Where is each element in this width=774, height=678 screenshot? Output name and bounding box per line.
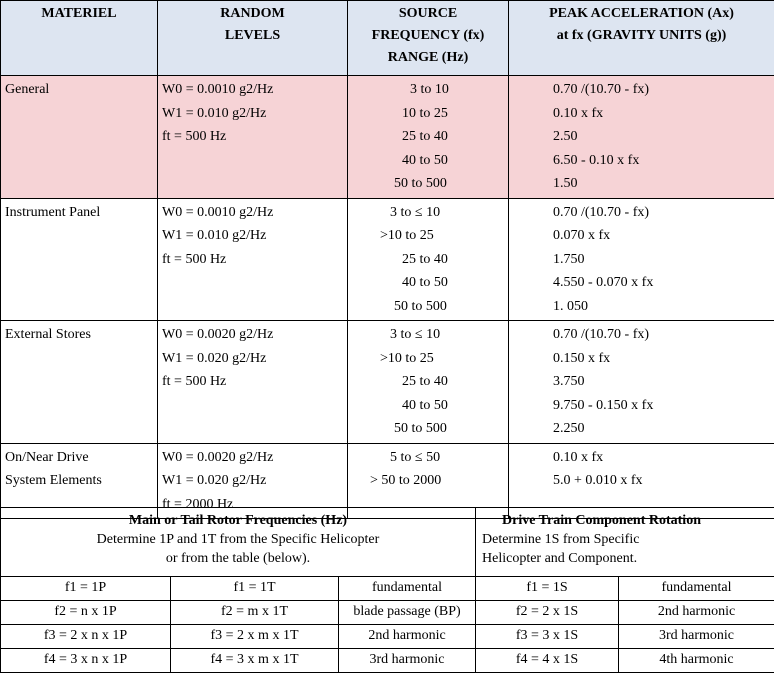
table-cell: f1 = 1P	[1, 577, 171, 601]
table-cell: f1 = 1S	[476, 577, 619, 601]
table-cell: f4 = 3 x n x 1P	[1, 649, 171, 673]
acceleration-cell: 0.70 /(10.70 - fx) 0.070 x fx 1.750 4.550 - 0.070 x fx 1. 050	[509, 198, 774, 321]
drive-train-note: Drive Train Component Rotation Determine 1S from Specific Helicopter and Component.	[476, 508, 774, 577]
header-peak-acceleration: PEAK ACCELERATION (Ax) at fx (GRAVITY UNITS (g))	[509, 1, 774, 76]
acceleration-cell: 0.70 /(10.70 - fx) 0.10 x fx 2.50 6.50 - 0.10 x fx 1.50	[509, 76, 774, 199]
rotor-frequency-note: Main or Tail Rotor Frequencies (Hz) Determine 1P and 1T from the Specific Helicopter or from the table (below).	[1, 508, 476, 577]
table-cell: fundamental	[339, 577, 476, 601]
table-cell: f2 = 2 x 1S	[476, 601, 619, 625]
table-cell: f1 = 1T	[171, 577, 339, 601]
acceleration-cell: 0.70 /(10.70 - fx) 0.150 x fx 3.750 9.750 - 0.150 x fx 2.250	[509, 321, 774, 444]
table-row	[1, 601, 774, 625]
table-cell: 3rd harmonic	[619, 625, 774, 649]
header-random-levels: RANDOM LEVELS	[158, 1, 348, 76]
materiel-cell: On/Near Drive System Elements	[1, 443, 158, 519]
frequency-range-cell: 5 to ≤ 50 > 50 to 2000	[348, 443, 509, 519]
table-cell: f4 = 3 x m x 1T	[171, 649, 339, 673]
table-row	[1, 76, 774, 199]
frequency-range-cell: 3 to ≤ 10 >10 to 25 25 to 40 40 to 50 50 to 500	[348, 321, 509, 444]
table-row	[1, 198, 774, 321]
levels-cell: W0 = 0.0010 g2/Hz W1 = 0.010 g2/Hz ft = 500 Hz	[158, 198, 348, 321]
table-cell: f3 = 3 x 1S	[476, 625, 619, 649]
table-row	[1, 577, 774, 601]
levels-cell: W0 = 0.0020 g2/Hz W1 = 0.020 g2/Hz ft = 2000 Hz	[158, 443, 348, 519]
levels-cell: W0 = 0.0020 g2/Hz W1 = 0.020 g2/Hz ft = 500 Hz	[158, 321, 348, 444]
header-row	[1, 1, 774, 76]
table-cell: blade passage (BP)	[339, 601, 476, 625]
header-materiel: MATERIEL	[1, 1, 158, 76]
materiel-cell: General	[1, 76, 158, 199]
table-cell: f2 = n x 1P	[1, 601, 171, 625]
table-cell: 2nd harmonic	[339, 625, 476, 649]
table-cell: f2 = m x 1T	[171, 601, 339, 625]
harmonics-table	[0, 576, 774, 673]
table-cell: fundamental	[619, 577, 774, 601]
table-row	[1, 625, 774, 649]
table-cell: f3 = 2 x n x 1P	[1, 625, 171, 649]
table-cell: f4 = 4 x 1S	[476, 649, 619, 673]
table-cell: 4th harmonic	[619, 649, 774, 673]
acceleration-cell: 0.10 x fx 5.0 + 0.010 x fx	[509, 443, 774, 519]
table-row	[1, 321, 774, 444]
table-cell: 3rd harmonic	[339, 649, 476, 673]
table-row	[1, 649, 774, 673]
materiel-cell: Instrument Panel	[1, 198, 158, 321]
table-cell: f3 = 2 x m x 1T	[171, 625, 339, 649]
header-source-frequency: SOURCE FREQUENCY (fx) RANGE (Hz)	[348, 1, 509, 76]
frequency-range-cell: 3 to 10 10 to 25 25 to 40 40 to 50 50 to 500	[348, 76, 509, 199]
table-cell: 2nd harmonic	[619, 601, 774, 625]
frequency-range-cell: 3 to ≤ 10 >10 to 25 25 to 40 40 to 50 50 to 500	[348, 198, 509, 321]
levels-cell: W0 = 0.0010 g2/Hz W1 = 0.010 g2/Hz ft = 500 Hz	[158, 76, 348, 199]
rotation-notes-table	[0, 507, 774, 577]
materiel-cell: External Stores	[1, 321, 158, 444]
